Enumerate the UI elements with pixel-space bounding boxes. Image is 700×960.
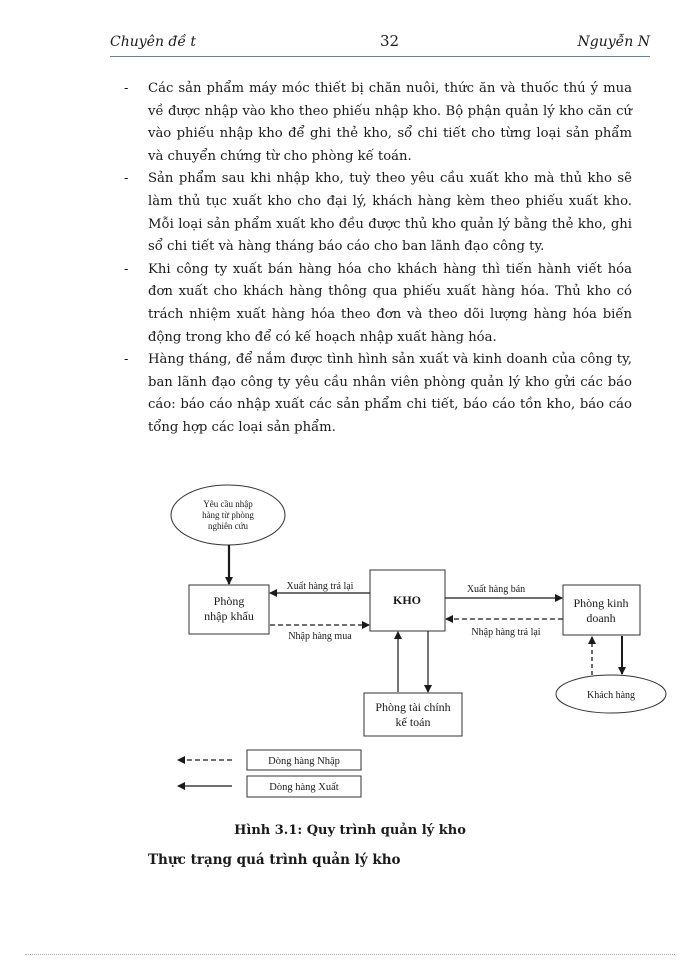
request-line-1: Yêu cầu nhập (203, 499, 253, 509)
page-number: 32 (380, 32, 400, 50)
import-dept-line-1: Phòng (213, 594, 245, 608)
sales-dept-line-2: doanh (586, 611, 616, 625)
sales-dept-line-1: Phòng kinh (573, 596, 629, 610)
export-return-label: Xuất hàng trả lại (286, 581, 354, 592)
request-oval (171, 485, 285, 545)
bullet-dash: - (124, 261, 129, 277)
finance-dept-box (364, 693, 462, 736)
sales-dept-box (563, 585, 640, 635)
bullet-text: Các sản phẩm máy móc thiết bị chăn nuôi, thức ăn và thuốc thú ý mua về được nhập vào kho theo phiếu nhập kho. Bộ phận quản lý kho căn cứ vào phiếu nhập kho để ghi thẻ kho, sổ chi tiết cho từng loại sản phẩm và chuyển chứng từ cho phòng kế toán. (148, 81, 632, 164)
header-left: Chuyên đề t (110, 34, 197, 50)
figure-caption: Hình 3.1: Quy trình quản lý kho (234, 823, 466, 838)
bullet-dash: - (124, 352, 129, 368)
request-line-3: nghiên cứu (207, 521, 249, 531)
bullet-text: Khi công ty xuất bán hàng hóa cho khách hàng thì tiến hành viết hóa đơn xuất cho khách hàng thông qua phiếu xuất hàng hóa. Thủ kho có trách nhiệm xuất hàng hóa theo đơn và theo dõi lượng hàng hóa biến động trong kho để có kế hoạch nhập xuất hàng hóa. (148, 261, 632, 345)
warehouse-label: KHO (392, 593, 422, 607)
import-return-label: Nhập hàng trả lại (471, 627, 541, 638)
section-title: Thực trạng quá trình quản lý kho (148, 852, 401, 868)
request-line-2: hàng từ phòng (202, 510, 254, 520)
bullet-dash: - (124, 81, 129, 96)
finance-dept-line-2: kế toán (395, 715, 431, 729)
customer-oval (556, 675, 666, 713)
header-right: Nguyễn N (577, 34, 650, 50)
legend (178, 750, 361, 797)
import-buy-label: Nhập hàng mua (288, 631, 352, 642)
import-dept-line-2: nhập khẩu (204, 609, 254, 623)
finance-dept-line-1: Phòng tài chính (375, 700, 451, 714)
legend-export-label: Dòng hàng Xuất (269, 782, 339, 793)
bullet-text: Hàng tháng, để nắm được tình hình sản xuất và kinh doanh của công ty, ban lãnh đạo công ty yêu cầu nhân viên phòng quản lý kho gửi các báo cáo: báo cáo nhập xuất các sản phẩm chi tiết, báo cáo tồn kho, báo cáo tổng hợp các loại sản phẩm. (148, 352, 632, 435)
import-dept-box (189, 585, 269, 634)
warehouse-box (370, 570, 445, 631)
footer-rule (25, 954, 675, 955)
bullet-text: Sản phẩm sau khi nhập kho, tuỳ theo yêu cầu xuất kho mà thủ kho sẽ làm thủ tục xuất kho cho đại lý, khách hàng kèm theo phiếu xuất kho. Mỗi loại sản phẩm xuất kho đều được thủ kho quản lý bằng thẻ kho, ghi sổ chi tiết và hàng tháng báo cáo cho ban lãnh đạo công ty. (148, 171, 632, 255)
bullet-dash: - (124, 171, 129, 187)
customer-label: Khách hàng (586, 690, 636, 701)
export-sell-label: Xuất hàng bán (466, 584, 526, 595)
legend-import-label: Dòng hàng Nhập (268, 756, 340, 767)
